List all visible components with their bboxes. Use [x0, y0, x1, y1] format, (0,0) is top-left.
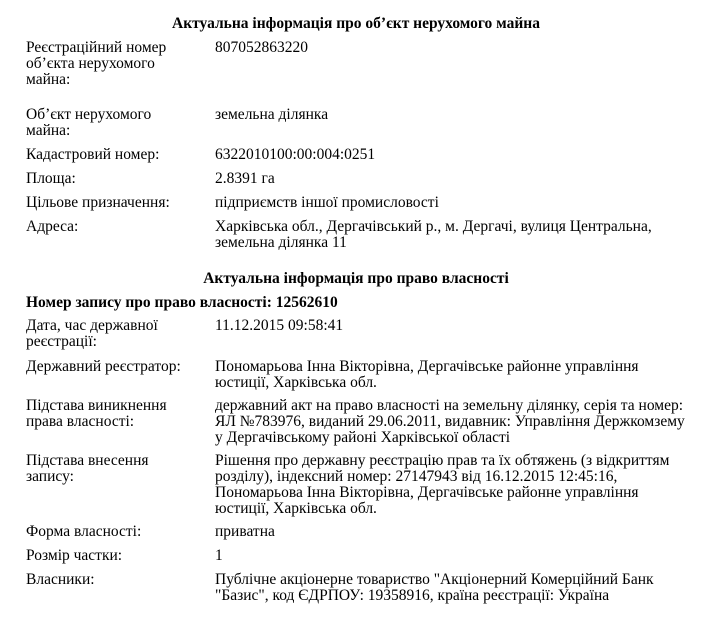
label-registration-date: Дата, час державної реєстрації: — [26, 317, 158, 350]
label-registrar: Державний реєстратор: — [26, 358, 181, 375]
value-registration-date: 11.12.2015 09:58:41 — [215, 317, 344, 334]
label-property-object: Об’єкт нерухомого майна: — [26, 106, 152, 139]
value-ownership-form: приватна — [215, 523, 275, 540]
label-share-size: Розмір частки: — [26, 547, 123, 564]
value-address: Харківська обл., Дергачівський р., м. Дергачі, вулиця Центральна, земельна ділянка 11 — [215, 218, 652, 251]
label-registration-number: Реєстраційний номер об’єкта нерухомого майна: — [26, 39, 167, 88]
label-entry-basis: Підстава внесення запису: — [26, 452, 149, 485]
value-property-object: земельна ділянка — [215, 106, 329, 123]
value-share-size: 1 — [215, 547, 223, 564]
label-address: Адреса: — [26, 218, 79, 235]
label-owners: Власники: — [26, 571, 95, 588]
value-registration-number: 807052863220 — [215, 39, 308, 56]
value-ownership-basis: державний акт на право власності на земельну ділянку, серія та номер: ЯЛ №783976, виданий 29.06.2011, видавник: Управління Держкомзему у Дергачівському районі Харківської області — [215, 397, 685, 446]
label-ownership-basis: Підстава виникнення права власності: — [26, 397, 167, 430]
ownership-record-number: Номер запису про право власності: 12562610 — [26, 294, 338, 311]
label-area: Площа: — [26, 170, 76, 187]
property-section-heading: Актуальна інформація про об’єкт нерухомого майна — [172, 15, 540, 32]
label-cadastral-number: Кадастровий номер: — [26, 146, 160, 163]
label-ownership-form: Форма власності: — [26, 523, 142, 540]
value-owners: Публічне акціонерне товариство "Акціонерний Комерційний Банк "Базис", код ЄДРПОУ: 19358916, країна реєстрації: Україна — [215, 571, 654, 604]
value-area: 2.8391 га — [215, 170, 275, 187]
value-entry-basis: Рішення про державну реєстрацію прав та їх обтяжень (з відкриттям розділу), індексний номер: 27147943 від 16.12.2015 12:45:16, Пономарьова Інна Вікторівна, Дергачівське районне управління юстиції, Харківська обл. — [215, 452, 670, 517]
label-purpose: Цільове призначення: — [26, 194, 170, 211]
value-registrar: Пономарьова Інна Вікторівна, Дергачівське районне управління юстиції, Харківська обл. — [215, 358, 639, 391]
value-purpose: підприємств іншої промисловості — [215, 194, 439, 211]
ownership-section-heading: Актуальна інформація про право власності — [203, 270, 509, 287]
value-cadastral-number: 6322010100:00:004:0251 — [215, 146, 376, 163]
